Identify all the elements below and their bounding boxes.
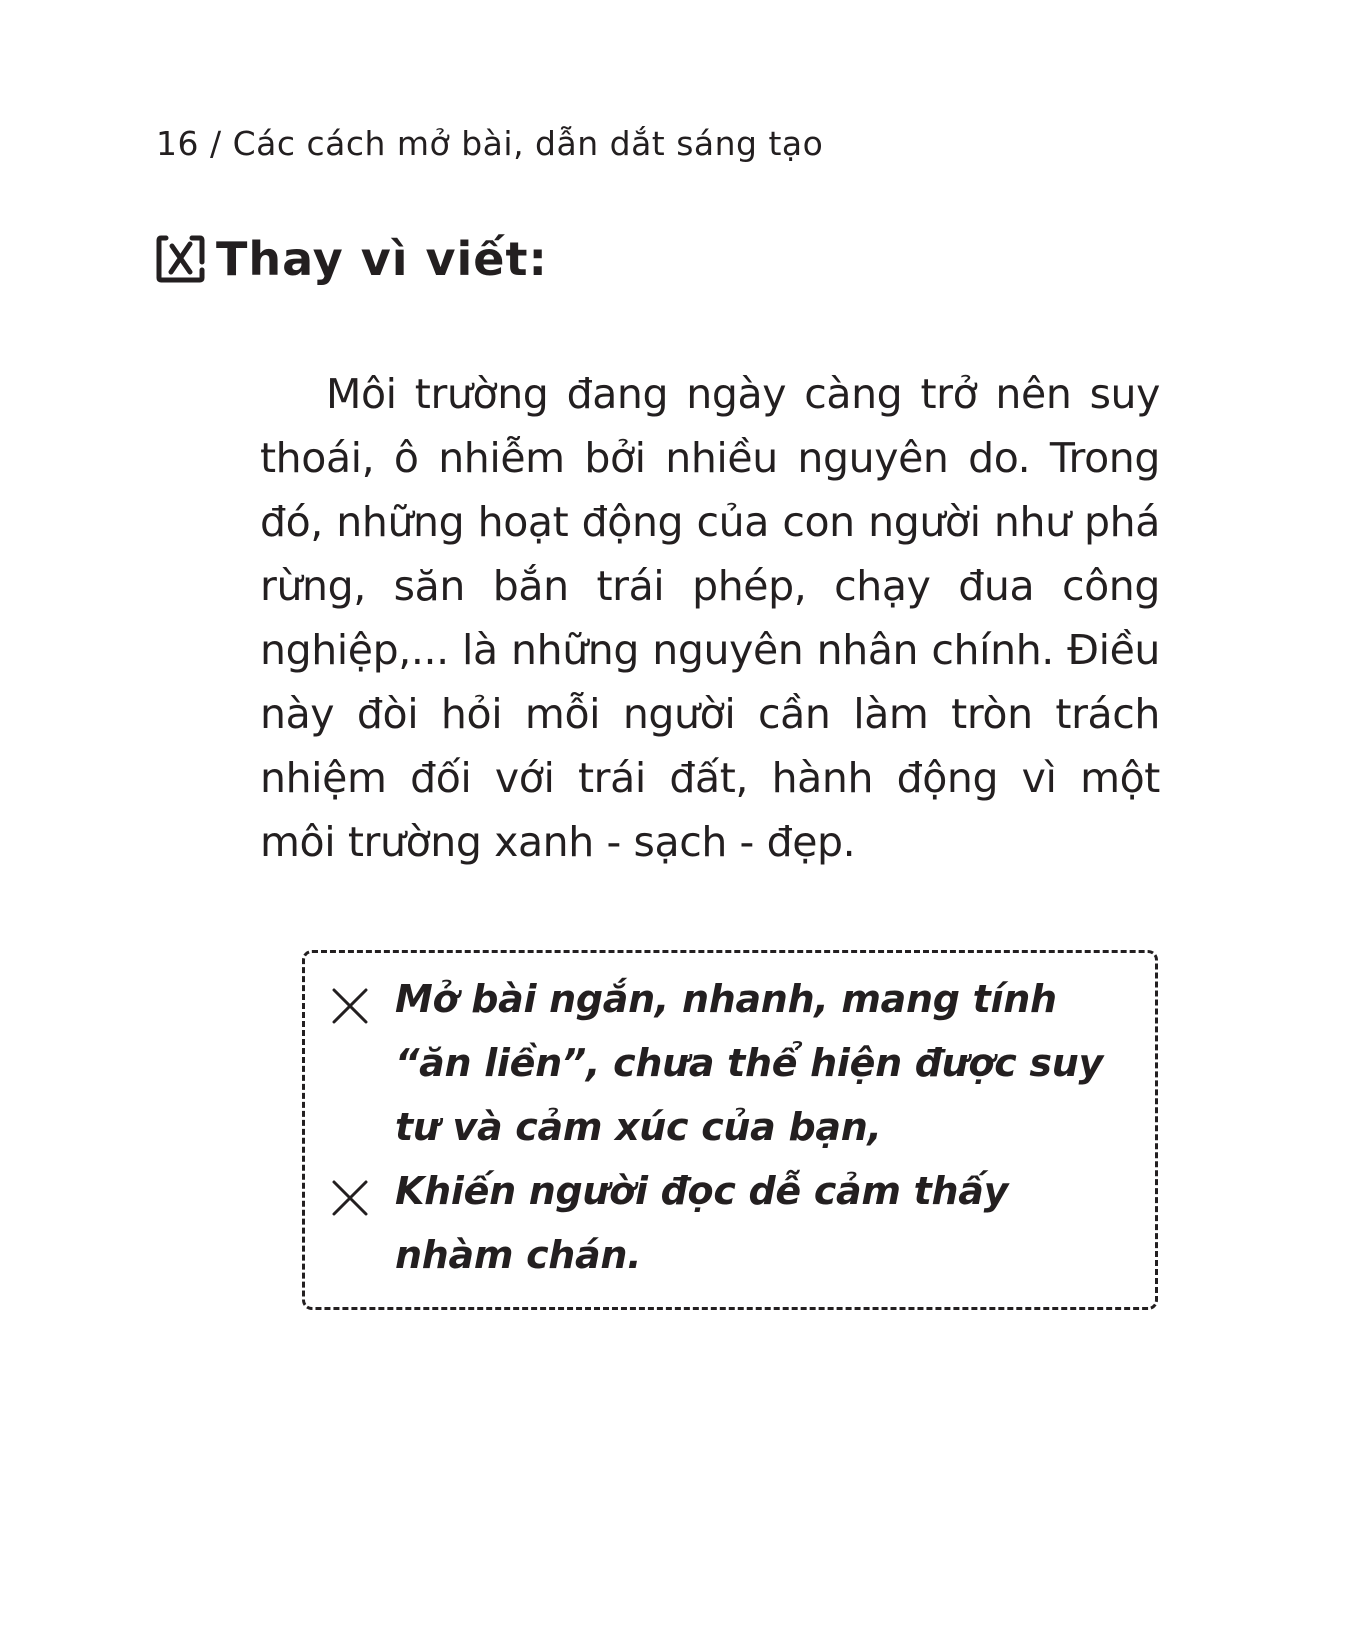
section-heading [156,232,548,286]
running-header: 16 / Các cách mở bài, dẫn dắt sáng tạo [156,124,824,163]
cross-icon [331,1179,369,1217]
note-text: Mở bài ngắn, nhanh, mang tính “ăn liền”, chưa thể hiện được suy tư và cảm xúc của bạn, [395,977,1103,1149]
body-paragraph: Môi trường đang ngày càng trở nên suy thoái, ô nhiễm bởi nhiều nguyên do. Trong đó, những hoạt động của con người như phá rừng, săn bắn trái phép, chạy đua công nghiệp,... là những nguyên nhân chính. Điều này đòi hỏi mỗi người cần làm tròn trách nhiệm đối với trái đất, hành động vì một môi trường xanh - sạch - đẹp. [260,370,1160,866]
note-text: Khiến người đọc dễ cảm thấy nhàm chán. [395,1169,1009,1277]
cross-icon [331,987,369,1025]
checkbox-x-icon [156,234,206,284]
section-heading-text: Thay vì viết: [216,232,548,286]
note-box [302,950,1158,1310]
